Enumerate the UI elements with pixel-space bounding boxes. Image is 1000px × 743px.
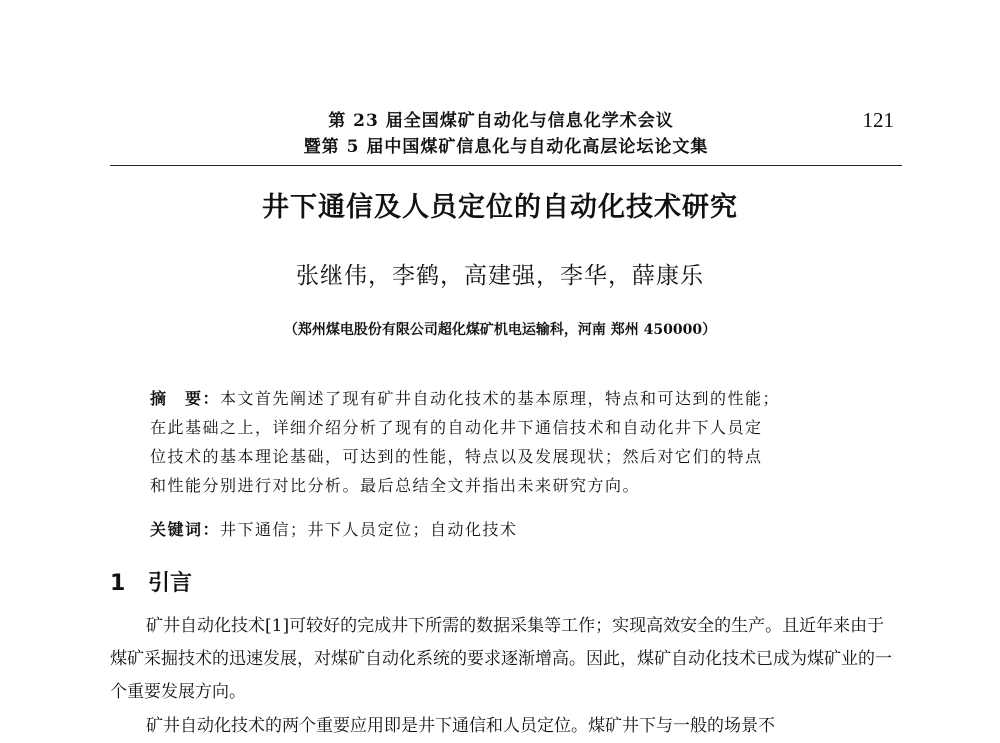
abstract-label: 摘 要： xyxy=(150,389,221,408)
abstract-line xyxy=(150,384,870,413)
body-paragraph: 矿井自动化技术[1]可较好的完成井下所需的数据采集等工作；实现高效安全的生产。且近年来由于煤矿采掘技术的迅速发展，对煤矿自动化系统的要求逐渐增高。因此，煤矿自动化技术已成为煤矿业的一个重要发展方向。 xyxy=(110,616,892,702)
abstract-line: 位技术的基本理论基础，可达到的性能，特点以及发展现状；然后对它们的特点 xyxy=(150,447,763,466)
body-paragraph: 矿井自动化技术的两个重要应用即是井下通信和人员定位。煤矿井下与一般的场景不 xyxy=(146,716,775,736)
keywords xyxy=(150,517,870,540)
keywords-label: 关键词： xyxy=(150,520,221,539)
abstract-line-text: 本文首先阐述了现有矿井自动化技术的基本原理，特点和可达到的性能； xyxy=(220,389,781,408)
abstract-line: 在此基础之上，详细介绍分析了现有的自动化井下通信技术和自动化井下人员定 xyxy=(150,418,763,437)
section-number: 1 xyxy=(110,571,126,596)
abstract-line: 和性能分别进行对比分析。最后总结全文并指出未来研究方向。 xyxy=(150,476,641,495)
conference-name: 第 23 届全国煤矿自动化与信息化学术会议 xyxy=(328,111,674,131)
paper-title: 井下通信及人员定位的自动化技术研究 xyxy=(262,192,738,223)
author-list: 张继伟，李鹤，高建强，李华，薛康乐 xyxy=(296,263,704,289)
proceedings-name: 暨第 5 届中国煤矿信息化与自动化高层论坛论文集 xyxy=(303,137,709,157)
affiliation: （郑州煤电股份有限公司超化煤矿机电运输科，河南 郑州 450000） xyxy=(283,322,717,338)
page-number: 121 xyxy=(862,108,894,132)
header-rule xyxy=(110,165,902,166)
body-text xyxy=(110,610,900,743)
running-header xyxy=(110,108,902,160)
section-title: 引言 xyxy=(148,571,193,596)
section-heading xyxy=(110,566,192,597)
abstract xyxy=(150,384,870,500)
keywords-text: 井下通信；井下人员定位；自动化技术 xyxy=(220,520,518,539)
